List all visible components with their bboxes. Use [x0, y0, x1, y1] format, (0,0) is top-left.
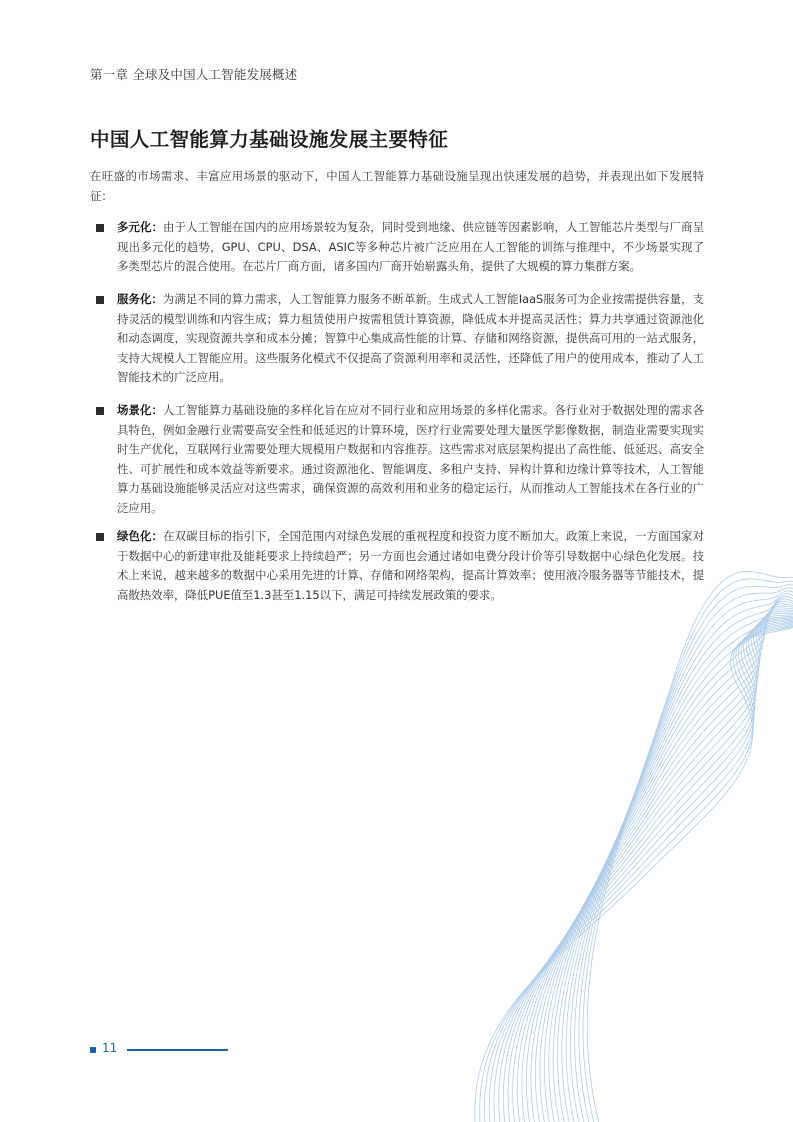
bullet-paragraph: [117, 290, 704, 388]
bullet-paragraph: [117, 401, 704, 518]
running-header: 第一章 全球及中国人工智能发展概述: [90, 67, 298, 82]
bullet-square-icon: [96, 407, 104, 415]
bullet-square-icon: [96, 533, 104, 541]
bullet-scenario: [96, 401, 704, 518]
wave-line: [562, 596, 793, 1122]
bullet-green: [96, 527, 704, 605]
wave-line: [475, 620, 793, 1122]
bullet-term: 绿色化：: [117, 529, 164, 543]
intro-paragraph: 在旺盛的市场需求、丰富应用场景的驱动下，中国人工智能算力基础设施呈现出快速发展的趋势，并表现出如下发展特征：: [90, 169, 704, 203]
wave-line: [522, 611, 793, 1122]
wave-line: [499, 616, 793, 1122]
wave-line: [480, 619, 793, 1122]
wave-line: [513, 613, 793, 1122]
wave-line: [484, 618, 793, 1122]
wave-line: [553, 601, 793, 1122]
section-title: 中国人工智能算力基础设施发展主要特征: [90, 128, 449, 151]
wave-line: [549, 604, 793, 1122]
wave-line: [566, 594, 793, 1122]
bullet-term: 服务化：: [117, 292, 163, 306]
bullet-square-icon: [96, 296, 104, 304]
bullet-diversification: [96, 218, 704, 277]
bullet-servitization: [96, 290, 704, 388]
wave-line: [489, 617, 793, 1122]
wave-line: [540, 607, 793, 1122]
bullet-term: 场景化：: [117, 403, 164, 417]
wave-line: [544, 606, 793, 1122]
wave-line: [587, 571, 793, 1122]
bullet-text: 为满足不同的算力需求，人工智能算力服务不断革新。生成式人工智能IaaS服务可为企业按需提供容量，支持灵活的模型训练和内容生成；算力租赁使用户按需租赁计算资源，降低成本并提高灵活性；算力共享通过资源池化和动态调度，实现资源共享和成本分摊；智算中心集成高性能的计算、存储和网络资源，提供高可用的一站式服务，支持大规模人工智能应用。这些服务化模式不仅提高了资源利用率和灵活性，还降低了用户的使用成本，推动了人工智能技术的广泛应用。: [117, 292, 704, 384]
page-number-marker: [90, 1047, 96, 1053]
wave-line: [494, 616, 793, 1122]
wave-line: [517, 612, 793, 1122]
wave-line: [575, 588, 793, 1122]
wave-line: [531, 609, 793, 1122]
wave-line: [508, 614, 793, 1122]
wave-line: [526, 610, 793, 1122]
wave-line: [557, 599, 793, 1122]
wave-line: [570, 591, 793, 1122]
bullet-square-icon: [96, 224, 104, 232]
bullet-text: 人工智能算力基础设施的多样化旨在应对不同行业和应用场景的多样化需求。各行业对于数据处理的需求各具特色，例如金融行业需要高安全性和低延迟的计算环境，医疗行业需要处理大量医学影像数据，制造业需要实现实时生产优化，互联网行业需要处理大规模用户数据和内容推荐。这些需求对底层架构提出了高性能、低延迟、高安全性、可扩展性和成本效益等新要求。通过资源池化、智能调度、多租户支持、异构计算和边缘计算等技术，人工智能算力基础设施能够灵活应对这些需求，确保资源的高效利用和业务的稳定运行，从而推动人工智能技术在各行业的广泛应用。: [117, 403, 704, 515]
wave-line: [579, 585, 793, 1122]
wave-line: [583, 579, 793, 1122]
wave-line: [503, 615, 793, 1122]
footer-rule: [127, 1049, 228, 1051]
page-number: 11: [102, 1041, 118, 1055]
bullet-term: 多元化：: [117, 220, 164, 234]
bullet-text: 在双碳目标的指引下，全国范围内对绿色发展的重视程度和投资力度不断加大。政策上来说，一方面国家对于数据中心的新建审批及能耗要求上持续趋严；另一方面也会通过诸如电费分段计价等引导数据中心绿色化发展。技术上来说，越来越多的数据中心采用先进的计算、存储和网络架构，提高计算效率；使用液冷服务器等节能技术，提高散热效率，降低PUE值至1.3甚至1.15以下，满足可持续发展政策的要求。: [117, 529, 704, 602]
bullet-text: 由于人工智能在国内的应用场景较为复杂，同时受到地缘、供应链等因素影响，人工智能芯片类型与厂商呈现出多元化的趋势，GPU、CPU、DSA、ASIC等多种芯片被广泛应用在人工智能的训练与推理中，不少场景实现了多类型芯片的混合使用。在芯片厂商方面，诸多国内厂商开始崭露头角，提供了大规模的算力集群方案。: [117, 220, 704, 273]
bullet-paragraph: [117, 218, 704, 277]
bullet-paragraph: [117, 527, 704, 605]
wave-line: [535, 608, 793, 1122]
